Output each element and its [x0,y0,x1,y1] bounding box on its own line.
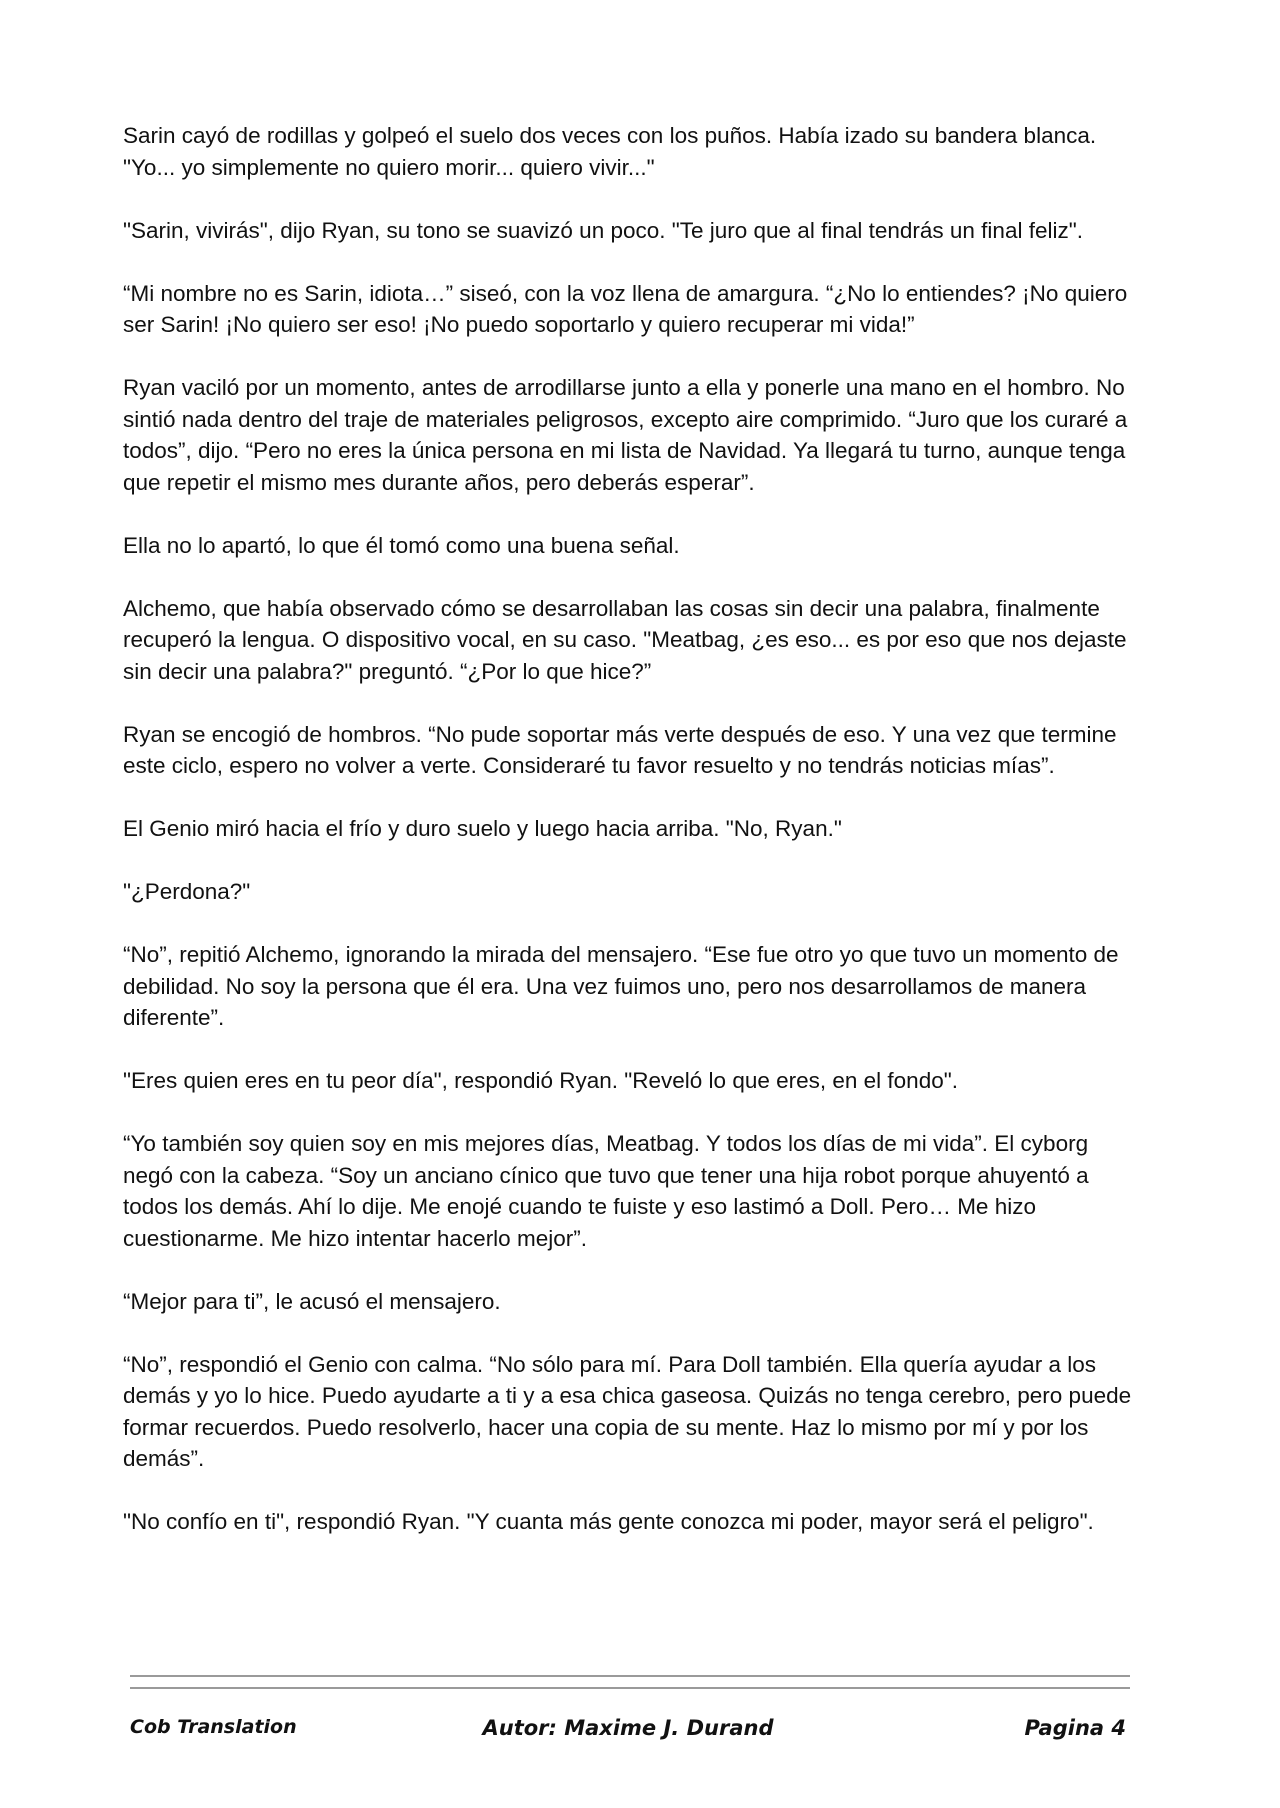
paragraph: Alchemo, que había observado cómo se desarrollaban las cosas sin decir una palabra, finalmente recuperó la lengua. O dispositivo vocal, en su caso. "Meatbag, ¿es eso... es por eso que nos dejaste sin decir una palabra?" preguntó. “¿Por lo que hice?” [123,595,1127,684]
footer-author: Autor: Maxime J. Durand [482,1716,774,1740]
body-text [123,120,1133,1569]
footer-divider-top [130,1675,1130,1677]
footer-divider-bottom [130,1687,1130,1689]
paragraph: "No confío en ti", respondió Ryan. "Y cuanta más gente conozca mi poder, mayor será el peligro". [123,1509,1094,1534]
paragraph: "¿Perdona?" [123,879,251,904]
paragraph: Ella no lo apartó, lo que él tomó como una buena señal. [123,532,680,558]
paragraph: El Genio miró hacia el frío y duro suelo y luego hacia arriba. "No, Ryan." [123,816,842,841]
paragraph: Ryan se encogió de hombros. “No pude soportar más verte después de eso. Y una vez que termine este ciclo, espero no volver a verte. Consideraré tu favor resuelto y no tendrás noticias mías”. [123,721,1117,778]
paragraph: "Eres quien eres en tu peor día", respondió Ryan. "Reveló lo que eres, en el fondo". [123,1068,958,1093]
paragraph: “No”, repitió Alchemo, ignorando la mirada del mensajero. “Ese fue otro yo que tuvo un momento de debilidad. No soy la persona que él era. Una vez fuimos uno, pero nos desarrollamos de manera diferente”. [123,942,1119,1030]
paragraph: Ryan vaciló por un momento, antes de arrodillarse junto a ella y ponerle una mano en el hombro. No sintió nada dentro del traje de materiales peligrosos, excepto aire comprimido. “Juro que los curaré a todos”, dijo. “Pero no eres la única persona en mi lista de Navidad. Ya llegará tu turno, aunque tenga que repetir el mismo mes durante años, pero deberás esperar”. [123,375,1128,495]
paragraph: “Mejor para ti”, le acusó el mensajero. [123,1288,501,1314]
paragraph: “Mi nombre no es Sarin, idiota…” siseó, con la voz llena de amargura. “¿No lo entiendes? ¡No quiero ser Sarin! ¡No quiero ser eso! ¡No puedo soportarlo y quiero recuperar mi vida!” [123,280,1128,337]
paragraph: "Sarin, vivirás", dijo Ryan, su tono se suavizó un poco. "Te juro que al final tendrás un final feliz". [123,217,1083,243]
page-footer [130,1716,1126,1750]
footer-page-number: Pagina 4 [1024,1716,1126,1740]
paragraph: “Yo también soy quien soy en mis mejores días, Meatbag. Y todos los días de mi vida”. El cyborg negó con la cabeza. “Soy un anciano cínico que tuvo que tener una hija robot porque ahuyentó a todos los demás. Ahí lo dije. Me enojé cuando te fuiste y eso lastimó a Doll. Pero… Me hizo cuestionarme. Me hizo intentar hacerlo mejor”. [123,1131,1089,1251]
paragraph: “No”, respondió el Genio con calma. “No sólo para mí. Para Doll también. Ella quería ayudar a los demás y yo lo hice. Puedo ayudarte a ti y a esa chica gaseosa. Quizás no tenga cerebro, pero puede formar recuerdos. Puedo resolverlo, hacer una copia de su mente. Haz lo mismo por mí y por los demás”. [123,1351,1132,1471]
footer-translator: Cob Translation [130,1716,297,1738]
paragraph: Sarin cayó de rodillas y golpeó el suelo dos veces con los puños. Había izado su bandera blanca. "Yo... yo simplemente no quiero morir... quiero vivir..." [123,123,1097,180]
